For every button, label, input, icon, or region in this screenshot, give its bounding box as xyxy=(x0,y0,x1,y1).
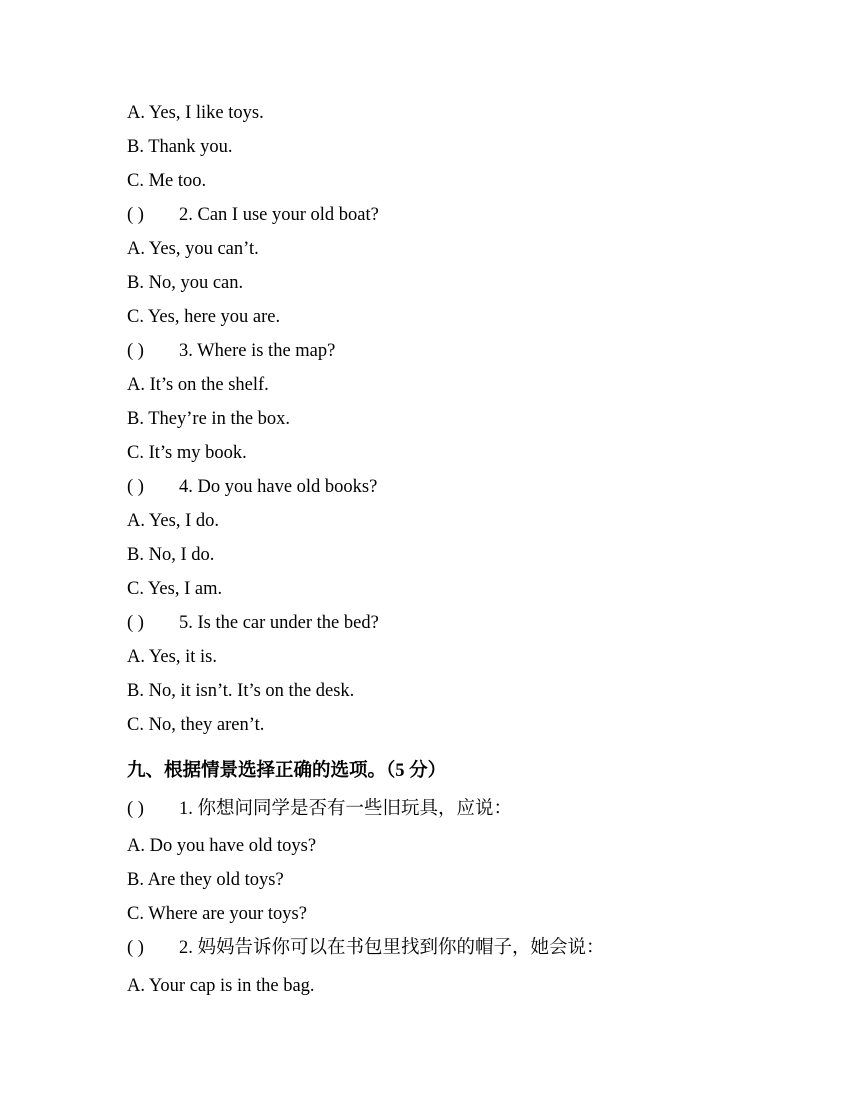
option-line: C. No, they aren’t. xyxy=(127,715,265,735)
option-line: B. Are they old toys? xyxy=(127,870,284,890)
answer-blank[interactable]: ( ) xyxy=(127,938,144,958)
option-line: C. Me too. xyxy=(127,171,207,191)
section-heading: 九、根据情景选择正确的选项。（5 分） xyxy=(127,761,447,781)
option-line: A. Your cap is in the bag. xyxy=(127,976,315,996)
option-line: B. No, I do. xyxy=(127,545,215,565)
option-line: B. No, it isn’t. It’s on the desk. xyxy=(127,681,355,701)
answer-blank[interactable]: ( ) xyxy=(127,799,144,819)
question-text: 2. 妈妈告诉你可以在书包里找到你的帽子，她会说： xyxy=(179,938,605,958)
option-line: A. Yes, you can’t. xyxy=(127,239,259,259)
option-line: A. It’s on the shelf. xyxy=(127,375,269,395)
option-line: A. Yes, it is. xyxy=(127,647,217,667)
question-text: 1. 你想问同学是否有一些旧玩具，应说： xyxy=(179,799,513,819)
option-line: B. No, you can. xyxy=(127,273,244,293)
question-line xyxy=(127,798,512,820)
question-text: 5. Is the car under the bed? xyxy=(179,613,379,633)
question-line xyxy=(127,476,377,498)
option-line: A. Yes, I do. xyxy=(127,511,220,531)
answer-blank[interactable]: ( ) xyxy=(127,477,144,497)
option-line: C. Where are your toys? xyxy=(127,904,307,924)
option-line: C. Yes, I am. xyxy=(127,579,223,599)
question-line xyxy=(127,204,379,226)
question-text: 3. Where is the map? xyxy=(179,341,336,361)
option-line: B. Thank you. xyxy=(127,137,233,157)
option-line: A. Yes, I like toys. xyxy=(127,103,264,123)
question-line xyxy=(127,612,379,634)
option-line: C. Yes, here you are. xyxy=(127,307,281,327)
option-line: C. It’s my book. xyxy=(127,443,247,463)
question-line xyxy=(127,340,335,362)
option-line: A. Do you have old toys? xyxy=(127,836,317,856)
question-text: 2. Can I use your old boat? xyxy=(179,205,379,225)
question-text: 4. Do you have old books? xyxy=(179,477,378,497)
answer-blank[interactable]: ( ) xyxy=(127,205,144,225)
answer-blank[interactable]: ( ) xyxy=(127,613,144,633)
option-line: B. They’re in the box. xyxy=(127,409,291,429)
question-line xyxy=(127,937,605,959)
answer-blank[interactable]: ( ) xyxy=(127,341,144,361)
